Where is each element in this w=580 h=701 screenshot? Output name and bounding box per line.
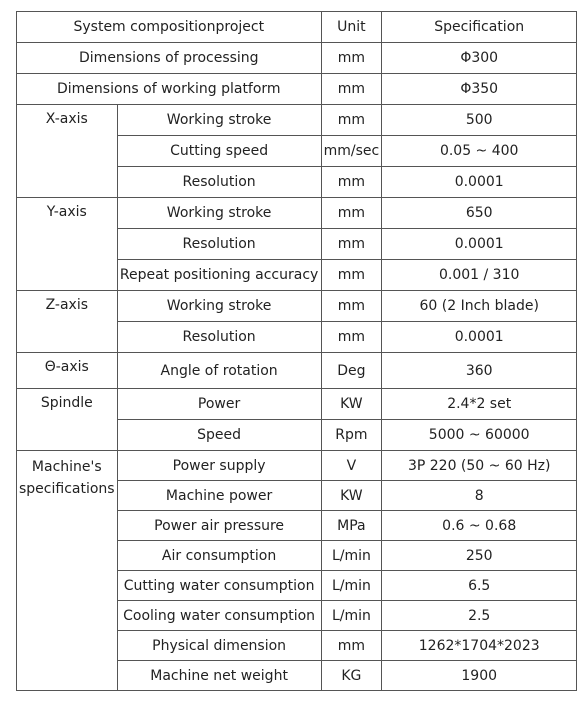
row-spec: 0.001 / 310 xyxy=(382,260,577,291)
row-spec: 60 (2 Inch blade) xyxy=(382,291,577,322)
row-item: Working stroke xyxy=(117,198,321,229)
table-row xyxy=(17,353,577,389)
row-unit: mm/sec xyxy=(321,136,382,167)
header-row xyxy=(17,12,577,43)
group-label-x-axis: X-axis xyxy=(17,105,118,198)
group-label-line: specifications xyxy=(19,481,115,497)
row-unit: L/min xyxy=(321,601,382,631)
group-label-machine-specifications xyxy=(17,451,118,691)
row-item: Resolution xyxy=(117,322,321,353)
row-spec: 1900 xyxy=(382,661,577,691)
row-spec: 0.0001 xyxy=(382,229,577,260)
table-row xyxy=(17,105,577,136)
table-row xyxy=(17,389,577,420)
table-row xyxy=(17,198,577,229)
row-spec: 250 xyxy=(382,541,577,571)
row-unit: mm xyxy=(321,631,382,661)
row-spec: 360 xyxy=(382,353,577,389)
group-label-z-axis: Z-axis xyxy=(17,291,118,353)
row-spec: 2.5 xyxy=(382,601,577,631)
row-item: Cutting speed xyxy=(117,136,321,167)
row-item: Cooling water consumption xyxy=(117,601,321,631)
row-unit: MPa xyxy=(321,511,382,541)
row-spec: 5000 ~ 60000 xyxy=(382,420,577,451)
row-unit: L/min xyxy=(321,541,382,571)
row-spec: Φ350 xyxy=(382,74,577,105)
group-label-line: Machine's xyxy=(31,459,102,475)
row-item: Angle of rotation xyxy=(117,353,321,389)
row-unit: mm xyxy=(321,43,382,74)
header-item: System compositionproject xyxy=(17,12,322,43)
row-item: Repeat positioning accuracy xyxy=(117,260,321,291)
group-label-theta-axis: Θ-axis xyxy=(17,353,118,389)
table-row xyxy=(17,291,577,322)
row-unit: mm xyxy=(321,74,382,105)
row-item: Working stroke xyxy=(117,291,321,322)
row-item: Machine net weight xyxy=(117,661,321,691)
header-unit: Unit xyxy=(321,12,382,43)
row-spec: 1262*1704*2023 xyxy=(382,631,577,661)
row-unit: V xyxy=(321,451,382,481)
row-unit: mm xyxy=(321,229,382,260)
row-item: Dimensions of working platform xyxy=(17,74,322,105)
row-item: Resolution xyxy=(117,167,321,198)
row-spec: 8 xyxy=(382,481,577,511)
table-row xyxy=(17,74,577,105)
row-unit: KG xyxy=(321,661,382,691)
group-label-y-axis: Y-axis xyxy=(17,198,118,291)
row-item: Physical dimension xyxy=(117,631,321,661)
row-spec: 0.6 ~ 0.68 xyxy=(382,511,577,541)
table-row xyxy=(17,43,577,74)
row-spec: 2.4*2 set xyxy=(382,389,577,420)
row-spec: 0.05 ~ 400 xyxy=(382,136,577,167)
row-spec: 0.0001 xyxy=(382,167,577,198)
row-unit: Rpm xyxy=(321,420,382,451)
table-row xyxy=(17,451,577,481)
row-unit: mm xyxy=(321,322,382,353)
row-unit: mm xyxy=(321,198,382,229)
row-item: Air consumption xyxy=(117,541,321,571)
row-unit: Deg xyxy=(321,353,382,389)
row-item: Power xyxy=(117,389,321,420)
row-item: Cutting water consumption xyxy=(117,571,321,601)
row-item: Power supply xyxy=(117,451,321,481)
group-label-spindle: Spindle xyxy=(17,389,118,451)
row-unit: mm xyxy=(321,105,382,136)
row-spec: Φ300 xyxy=(382,43,577,74)
row-item: Resolution xyxy=(117,229,321,260)
row-unit: mm xyxy=(321,167,382,198)
row-spec: 500 xyxy=(382,105,577,136)
row-item: Dimensions of processing xyxy=(17,43,322,74)
row-unit: L/min xyxy=(321,571,382,601)
row-spec: 6.5 xyxy=(382,571,577,601)
spec-table-container xyxy=(16,11,577,691)
row-item: Power air pressure xyxy=(117,511,321,541)
row-unit: mm xyxy=(321,291,382,322)
row-spec: 3P 220 (50 ~ 60 Hz) xyxy=(382,451,577,481)
row-item: Working stroke xyxy=(117,105,321,136)
specification-table xyxy=(16,11,577,691)
row-unit: KW xyxy=(321,481,382,511)
row-spec: 0.0001 xyxy=(382,322,577,353)
row-unit: mm xyxy=(321,260,382,291)
row-item: Machine power xyxy=(117,481,321,511)
row-item: Speed xyxy=(117,420,321,451)
row-spec: 650 xyxy=(382,198,577,229)
header-spec: Specification xyxy=(382,12,577,43)
row-unit: KW xyxy=(321,389,382,420)
